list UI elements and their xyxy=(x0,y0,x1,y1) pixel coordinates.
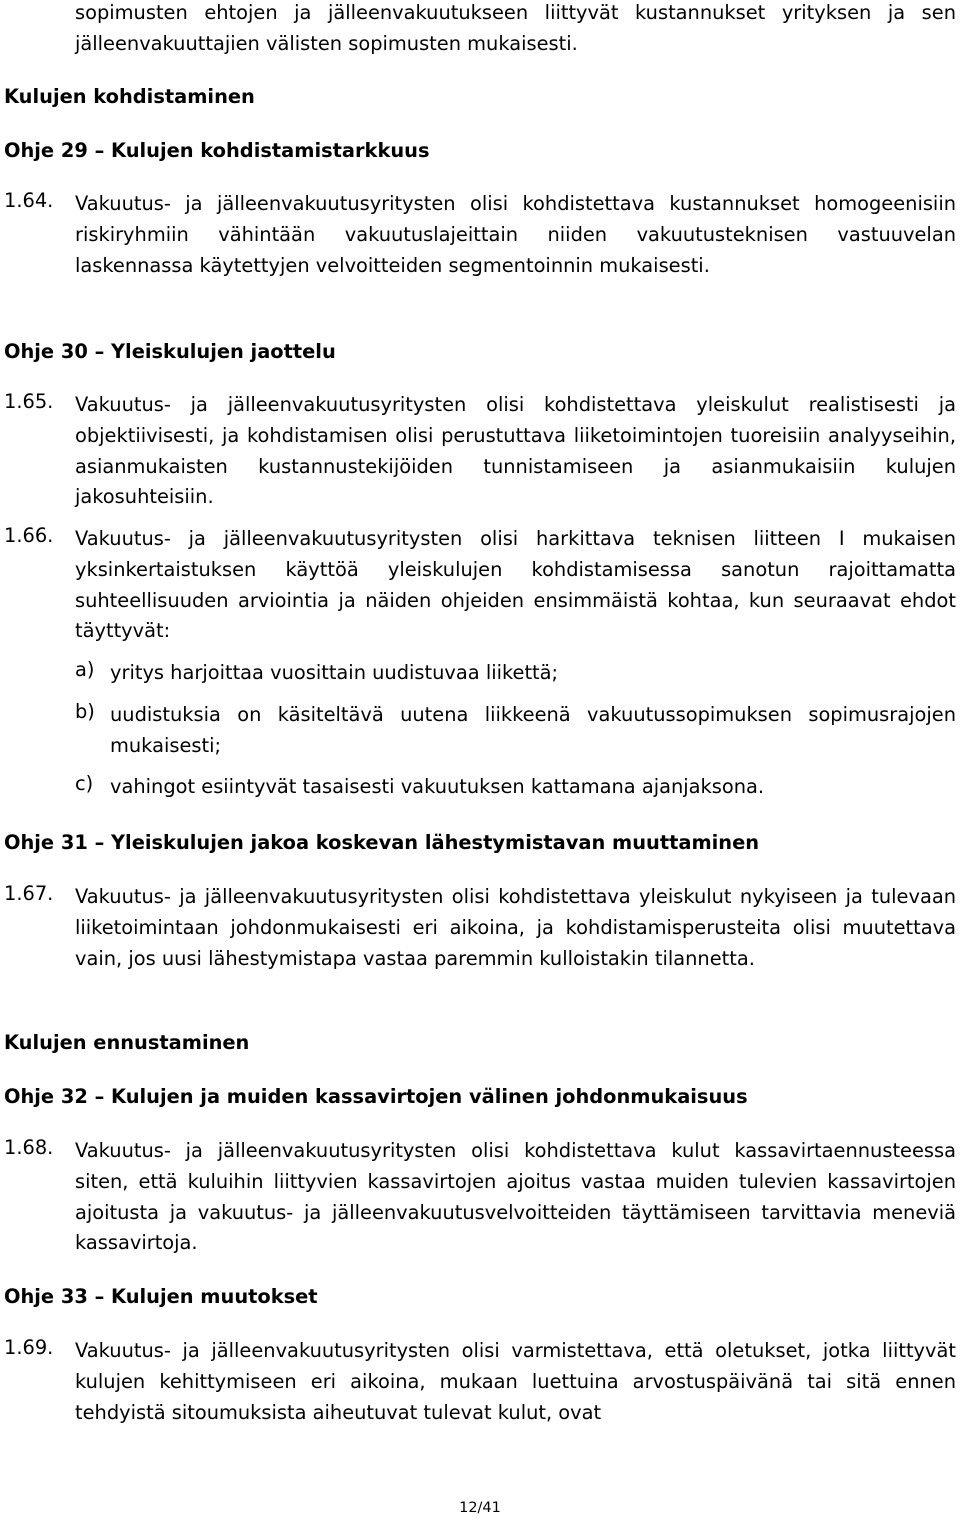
numbered-paragraph xyxy=(4,524,956,647)
paragraph-number: 1.65. xyxy=(4,390,54,413)
intro-paragraph: sopimusten ehtojen ja jälleenvakuutukseen liittyvät kustannukset yrityksen ja sen jälleenvakuuttajien välisten sopimusten mukaisesti. xyxy=(75,1,956,55)
numbered-paragraph xyxy=(4,1136,956,1259)
paragraph-number: 1.68. xyxy=(4,1136,54,1159)
section-heading: Kulujen kohdistaminen xyxy=(4,85,255,108)
numbered-paragraph xyxy=(4,189,956,281)
guideline-heading: Ohje 33 – Kulujen muutokset xyxy=(4,1285,318,1308)
condition-text: vahingot esiintyvät tasaisesti vakuutuksen kattamana ajanjaksona. xyxy=(110,775,765,798)
condition-letter: a) xyxy=(75,658,95,681)
paragraph-number: 1.64. xyxy=(4,189,54,212)
guideline-heading: Ohje 31 – Yleiskulujen jakoa koskevan lähestymistavan muuttaminen xyxy=(4,831,760,854)
paragraph-number: 1.67. xyxy=(4,882,54,905)
condition-text: uudistuksia on käsiteltävä uutena liikkeenä vakuutussopimuksen sopimusrajojen mukaisesti; xyxy=(110,703,956,757)
paragraph-text: Vakuutus- ja jälleenvakuutusyritysten olisi kohdistettava kulut kassavirtaennusteessa siten, että kuluihin liittyvien kassavirtojen ajoitus vastaa muiden tulevien kassavirtojen ajoitusta ja vakuutus- ja jälleenvakuutusvelvoitteiden täyttämiseen tarvittavia meneviä kassavirtoja. xyxy=(75,1139,956,1255)
condition-letter: b) xyxy=(75,700,95,723)
guideline-heading: Ohje 29 – Kulujen kohdistamistarkkuus xyxy=(4,139,430,162)
paragraph-text: Vakuutus- ja jälleenvakuutusyritysten olisi kohdistettava yleiskulut nykyiseen ja tulevaan liiketoimintaan johdonmukaisesti eri aikoina, ja kohdistamisperusteita olisi muutettava vain, jos uusi lähestymistapa vastaa paremmin kulloistakin tilannetta. xyxy=(75,885,956,970)
numbered-paragraph xyxy=(4,1336,956,1428)
paragraph-text: Vakuutus- ja jälleenvakuutusyritysten olisi kohdistettava kustannukset homogeenisiin riskiryhmiin vähintään vakuutuslajeittain niiden vakuutusteknisen vastuuvelan laskennassa käytettyjen velvoitteiden segmentoinnin mukaisesti. xyxy=(75,192,956,277)
paragraph-number: 1.69. xyxy=(4,1336,54,1359)
numbered-paragraph xyxy=(4,882,956,974)
paragraph-text: Vakuutus- ja jälleenvakuutusyritysten olisi harkittava teknisen liitteen I mukaisen yksinkertaistuksen käyttöä yleiskulujen kohdistamisessa sanotun rajoittamatta suhteellisuuden arviointia ja näiden ohjeiden ensimmäistä kohtaa, kun seuraavat ehdot täyttyvät: xyxy=(75,527,956,643)
condition-text: yritys harjoittaa vuosittain uudistuvaa liikettä; xyxy=(110,661,559,684)
condition-item xyxy=(4,700,956,762)
paragraph-text: Vakuutus- ja jälleenvakuutusyritysten olisi kohdistettava yleiskulut realistisesti ja objektiivisesti, ja kohdistamisen olisi perustuttava liiketoimintojen tuoreisiin analyyseihin, asianmukaisten kustannustekijöiden tunnistamiseen ja asianmukaisiin kulujen jakosuhteisiin. xyxy=(75,393,956,509)
guideline-heading: Ohje 32 – Kulujen ja muiden kassavirtojen välinen johdonmukaisuus xyxy=(4,1085,748,1108)
guideline-heading: Ohje 30 – Yleiskulujen jaottelu xyxy=(4,340,336,363)
condition-item xyxy=(4,772,956,803)
condition-item xyxy=(4,658,956,689)
page-number: 12/41 xyxy=(459,1500,501,1516)
paragraph-text: Vakuutus- ja jälleenvakuutusyritysten olisi varmistettava, että oletukset, jotka liittyvät kulujen kehittymiseen eri aikoina, mukaan luettuina arvostuspäivänä tai sitä ennen tehdyistä sitoumuksista aiheutuvat tulevat kulut, ovat xyxy=(75,1339,956,1424)
section-heading: Kulujen ennustaminen xyxy=(4,1031,250,1054)
paragraph-number: 1.66. xyxy=(4,524,54,547)
numbered-paragraph xyxy=(4,390,956,513)
condition-letter: c) xyxy=(75,772,94,795)
